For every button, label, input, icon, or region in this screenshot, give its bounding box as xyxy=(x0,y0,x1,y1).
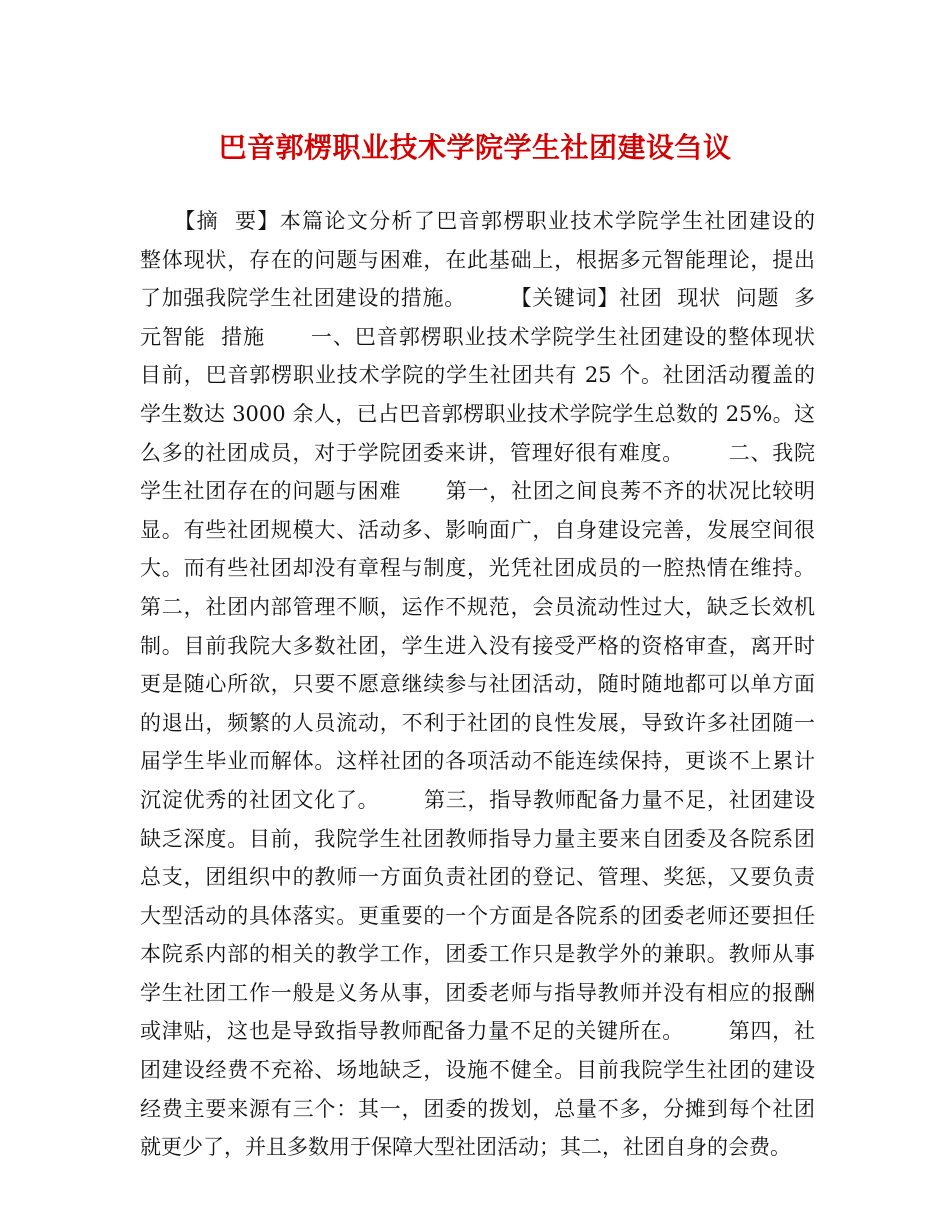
text-line: 或津贴，这也是导致指导教师配备力量不足的关键所在。 第四，社 xyxy=(140,1019,815,1044)
text-line: 【摘 要】本篇论文分析了巴音郭楞职业技术学院学生社团建设的 xyxy=(140,209,815,233)
text-line: 大型活动的具体落实。更重要的一个方面是各院系的团委老师还要担任 xyxy=(140,903,815,928)
text-line: 缺乏深度。目前，我院学生社团教师指导力量主要来自团委及各院系团 xyxy=(140,826,815,851)
text-line: 元智能 措施 一、巴音郭楞职业技术学院学生社团建设的整体现状 xyxy=(140,324,815,349)
text-line: 经费主要来源有三个：其一，团委的拨划，总量不多，分摊到每个社团 xyxy=(140,1096,815,1121)
text-line: 就更少了，并且多数用于保障大型社团活动；其二，社团自身的会费。 xyxy=(140,1135,791,1160)
document-body xyxy=(140,202,815,1167)
text-line: 大。而有些社团却没有章程与制度，光凭社团成员的一腔热情在维持。 xyxy=(140,556,815,581)
text-line: 学生社团存在的问题与困难 第一，社团之间良莠不齐的状况比较明 xyxy=(140,479,815,504)
text-line: 总支，团组织中的教师一方面负责社团的登记、管理、奖惩，又要负责 xyxy=(140,865,815,890)
text-line: 制。目前我院大多数社团，学生进入没有接受严格的资格审查，离开时 xyxy=(140,633,815,658)
document-title: 巴音郭楞职业技术学院学生社团建设刍议 xyxy=(218,131,732,164)
text-line: 么多的社团成员，对于学院团委来讲，管理好很有难度。 二、我院 xyxy=(140,440,815,465)
text-line: 届学生毕业而解体。这样社团的各项活动不能连续保持，更谈不上累计 xyxy=(140,749,815,774)
text-line: 学生数达 3000 余人，已占巴音郭楞职业技术学院学生总数的 25%。这 xyxy=(140,401,815,426)
text-line: 的退出，频繁的人员流动，不利于社团的良性发展，导致许多社团随一 xyxy=(140,710,815,735)
text-line: 团建设经费不充裕、场地缺乏，设施不健全。目前我院学生社团的建设 xyxy=(140,1058,815,1083)
text-line: 了加强我院学生社团建设的措施。 【关键词】社团 现状 问题 多 xyxy=(140,286,815,311)
text-line: 整体现状，存在的问题与困难，在此基础上，根据多元智能理论，提出 xyxy=(140,247,815,272)
text-line: 显。有些社团规模大、活动多、影响面广，自身建设完善，发展空间很 xyxy=(140,517,815,542)
text-line: 学生社团工作一般是义务从事，团委老师与指导教师并没有相应的报酬 xyxy=(140,980,815,1005)
text-line: 本院系内部的相关的教学工作，团委工作只是教学外的兼职。教师从事 xyxy=(140,942,815,967)
text-line: 沉淀优秀的社团文化了。 第三，指导教师配备力量不足，社团建设 xyxy=(140,787,815,812)
text-line: 目前，巴音郭楞职业技术学院的学生社团共有 25 个。社团活动覆盖的 xyxy=(140,363,815,388)
text-line: 第二，社团内部管理不顺，运作不规范，会员流动性过大，缺乏长效机 xyxy=(140,594,815,619)
text-line: 更是随心所欲，只要不愿意继续参与社团活动，随时随地都可以单方面 xyxy=(140,672,815,697)
